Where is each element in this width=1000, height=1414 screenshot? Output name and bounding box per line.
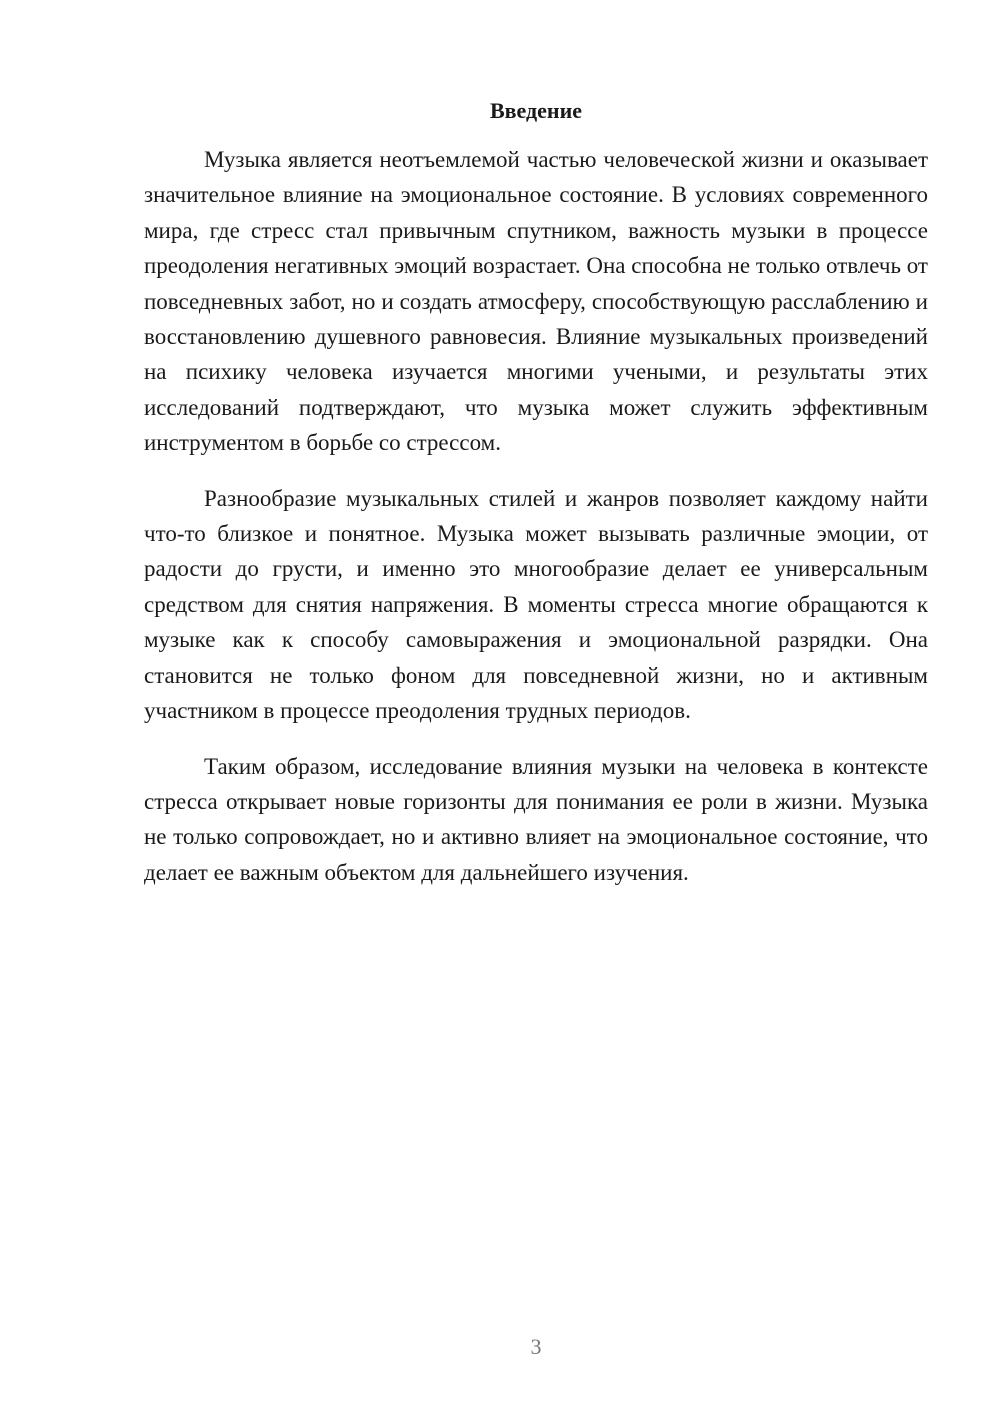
paragraph-2: Разнообразие музыкальных стилей и жанров позволяет каждому найти что-то близкое и понятное. Музыка может вызывать различные эмоции, от радости до грусти, и именно это многообразие делает ее универсальным средством для снятия напряжения. В моменты стресса многие обращаются к музыке как к способу самовыражения и эмоциональной разрядки. Она становится не только фоном для повседневной жизни, но и активным участником в процессе преодоления трудных периодов. — [144, 485, 928, 724]
paragraph-3: Таким образом, исследование влияния музыки на человека в контексте стресса открывает новые горизонты для понимания ее роли в жизни. Музыка не только сопровождает, но и активно влияет на эмоциональное состояние, что делает ее важным объектом для дальнейшего изучения. — [144, 753, 928, 885]
body-text — [144, 142, 928, 910]
paragraph-1: Музыка является неотъемлемой частью человеческой жизни и оказывает значительное влияние на эмоциональное состояние. В условиях современного мира, где стресс стал привычным спутником, важность музыки в процессе преодоления негативных эмоций возрастает. Она способна не только отвлечь от повседневных забот, но и создать атмосферу, способствующую расслаблению и восстановлению душевного равновесия. Влияние музыкальных произведений на психику человека изучается многими учеными, и результаты этих исследований подтверждают, что музыка может служить эффективным инструментом в борьбе со стрессом. — [144, 147, 928, 456]
section-heading: Введение — [489, 98, 583, 123]
page-number: 3 — [530, 1334, 542, 1359]
